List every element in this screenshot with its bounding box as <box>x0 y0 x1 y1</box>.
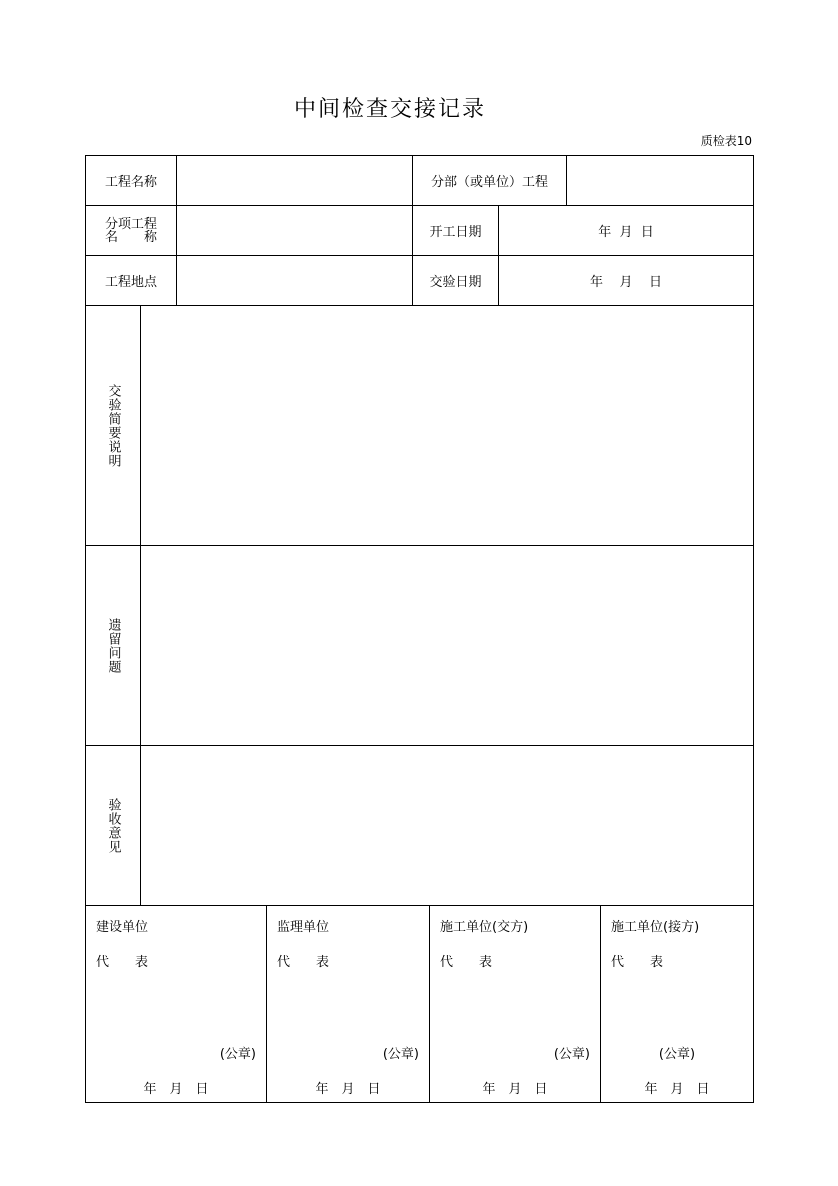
signature-rep: 代 表 <box>96 955 149 970</box>
signature-seal: (公章) <box>658 1047 696 1062</box>
signature-date: 年 月 日 <box>143 1082 209 1097</box>
summary-label-cell <box>86 306 140 545</box>
summary-field[interactable] <box>141 306 753 545</box>
signature-seal: (公章) <box>553 1047 590 1062</box>
subitem-label <box>86 206 176 255</box>
signature-org: 监理单位 <box>277 920 330 935</box>
signature-date: 年 月 日 <box>644 1082 710 1097</box>
location-field[interactable] <box>177 256 412 305</box>
issues-label-cell <box>86 546 140 745</box>
signature-date: 年 月 日 <box>482 1082 548 1097</box>
form-number: 质检表10 <box>700 134 752 148</box>
project-name-label: 工程名称 <box>104 175 157 190</box>
signature-block-contractor-handover[interactable] <box>430 906 600 1102</box>
acceptance-label-cell <box>86 746 140 905</box>
subitem-field[interactable] <box>177 206 412 255</box>
form-frame <box>85 155 754 1103</box>
start-date-field[interactable]: 年 月 日 <box>598 225 654 240</box>
acceptance-label: 验收意见 <box>105 797 121 854</box>
issues-label: 遗留问题 <box>105 617 121 674</box>
signature-org: 施工单位(交方) <box>440 920 529 935</box>
inspection-date-label: 交验日期 <box>429 275 482 290</box>
signature-block-supervisor[interactable] <box>267 906 429 1102</box>
signature-block-owner[interactable] <box>86 906 266 1102</box>
acceptance-field[interactable] <box>141 746 753 905</box>
signature-org: 施工单位(接方) <box>611 920 700 935</box>
start-date-label: 开工日期 <box>429 225 482 240</box>
signature-rep: 代 表 <box>277 955 330 970</box>
subitem-label-line1: 分项工程 <box>104 216 157 232</box>
signature-org: 建设单位 <box>96 920 149 935</box>
signature-rep: 代 表 <box>611 955 664 970</box>
division-label: 分部（或单位）工程 <box>430 175 548 190</box>
division-field[interactable] <box>567 156 753 205</box>
signature-date: 年 月 日 <box>315 1082 381 1097</box>
subitem-label-line2: 名 称 <box>104 229 157 245</box>
signature-block-contractor-receiver[interactable] <box>601 906 753 1102</box>
summary-label: 交验简要说明 <box>105 383 121 468</box>
inspection-date-field[interactable]: 年 月 日 <box>589 275 663 290</box>
signature-seal: (公章) <box>219 1047 256 1062</box>
signature-seal: (公章) <box>382 1047 419 1062</box>
issues-field[interactable] <box>141 546 753 745</box>
location-label: 工程地点 <box>104 275 157 290</box>
signature-rep: 代 表 <box>440 955 493 970</box>
document-title: 中间检查交接记录 <box>293 97 486 122</box>
project-name-field[interactable] <box>177 156 412 205</box>
